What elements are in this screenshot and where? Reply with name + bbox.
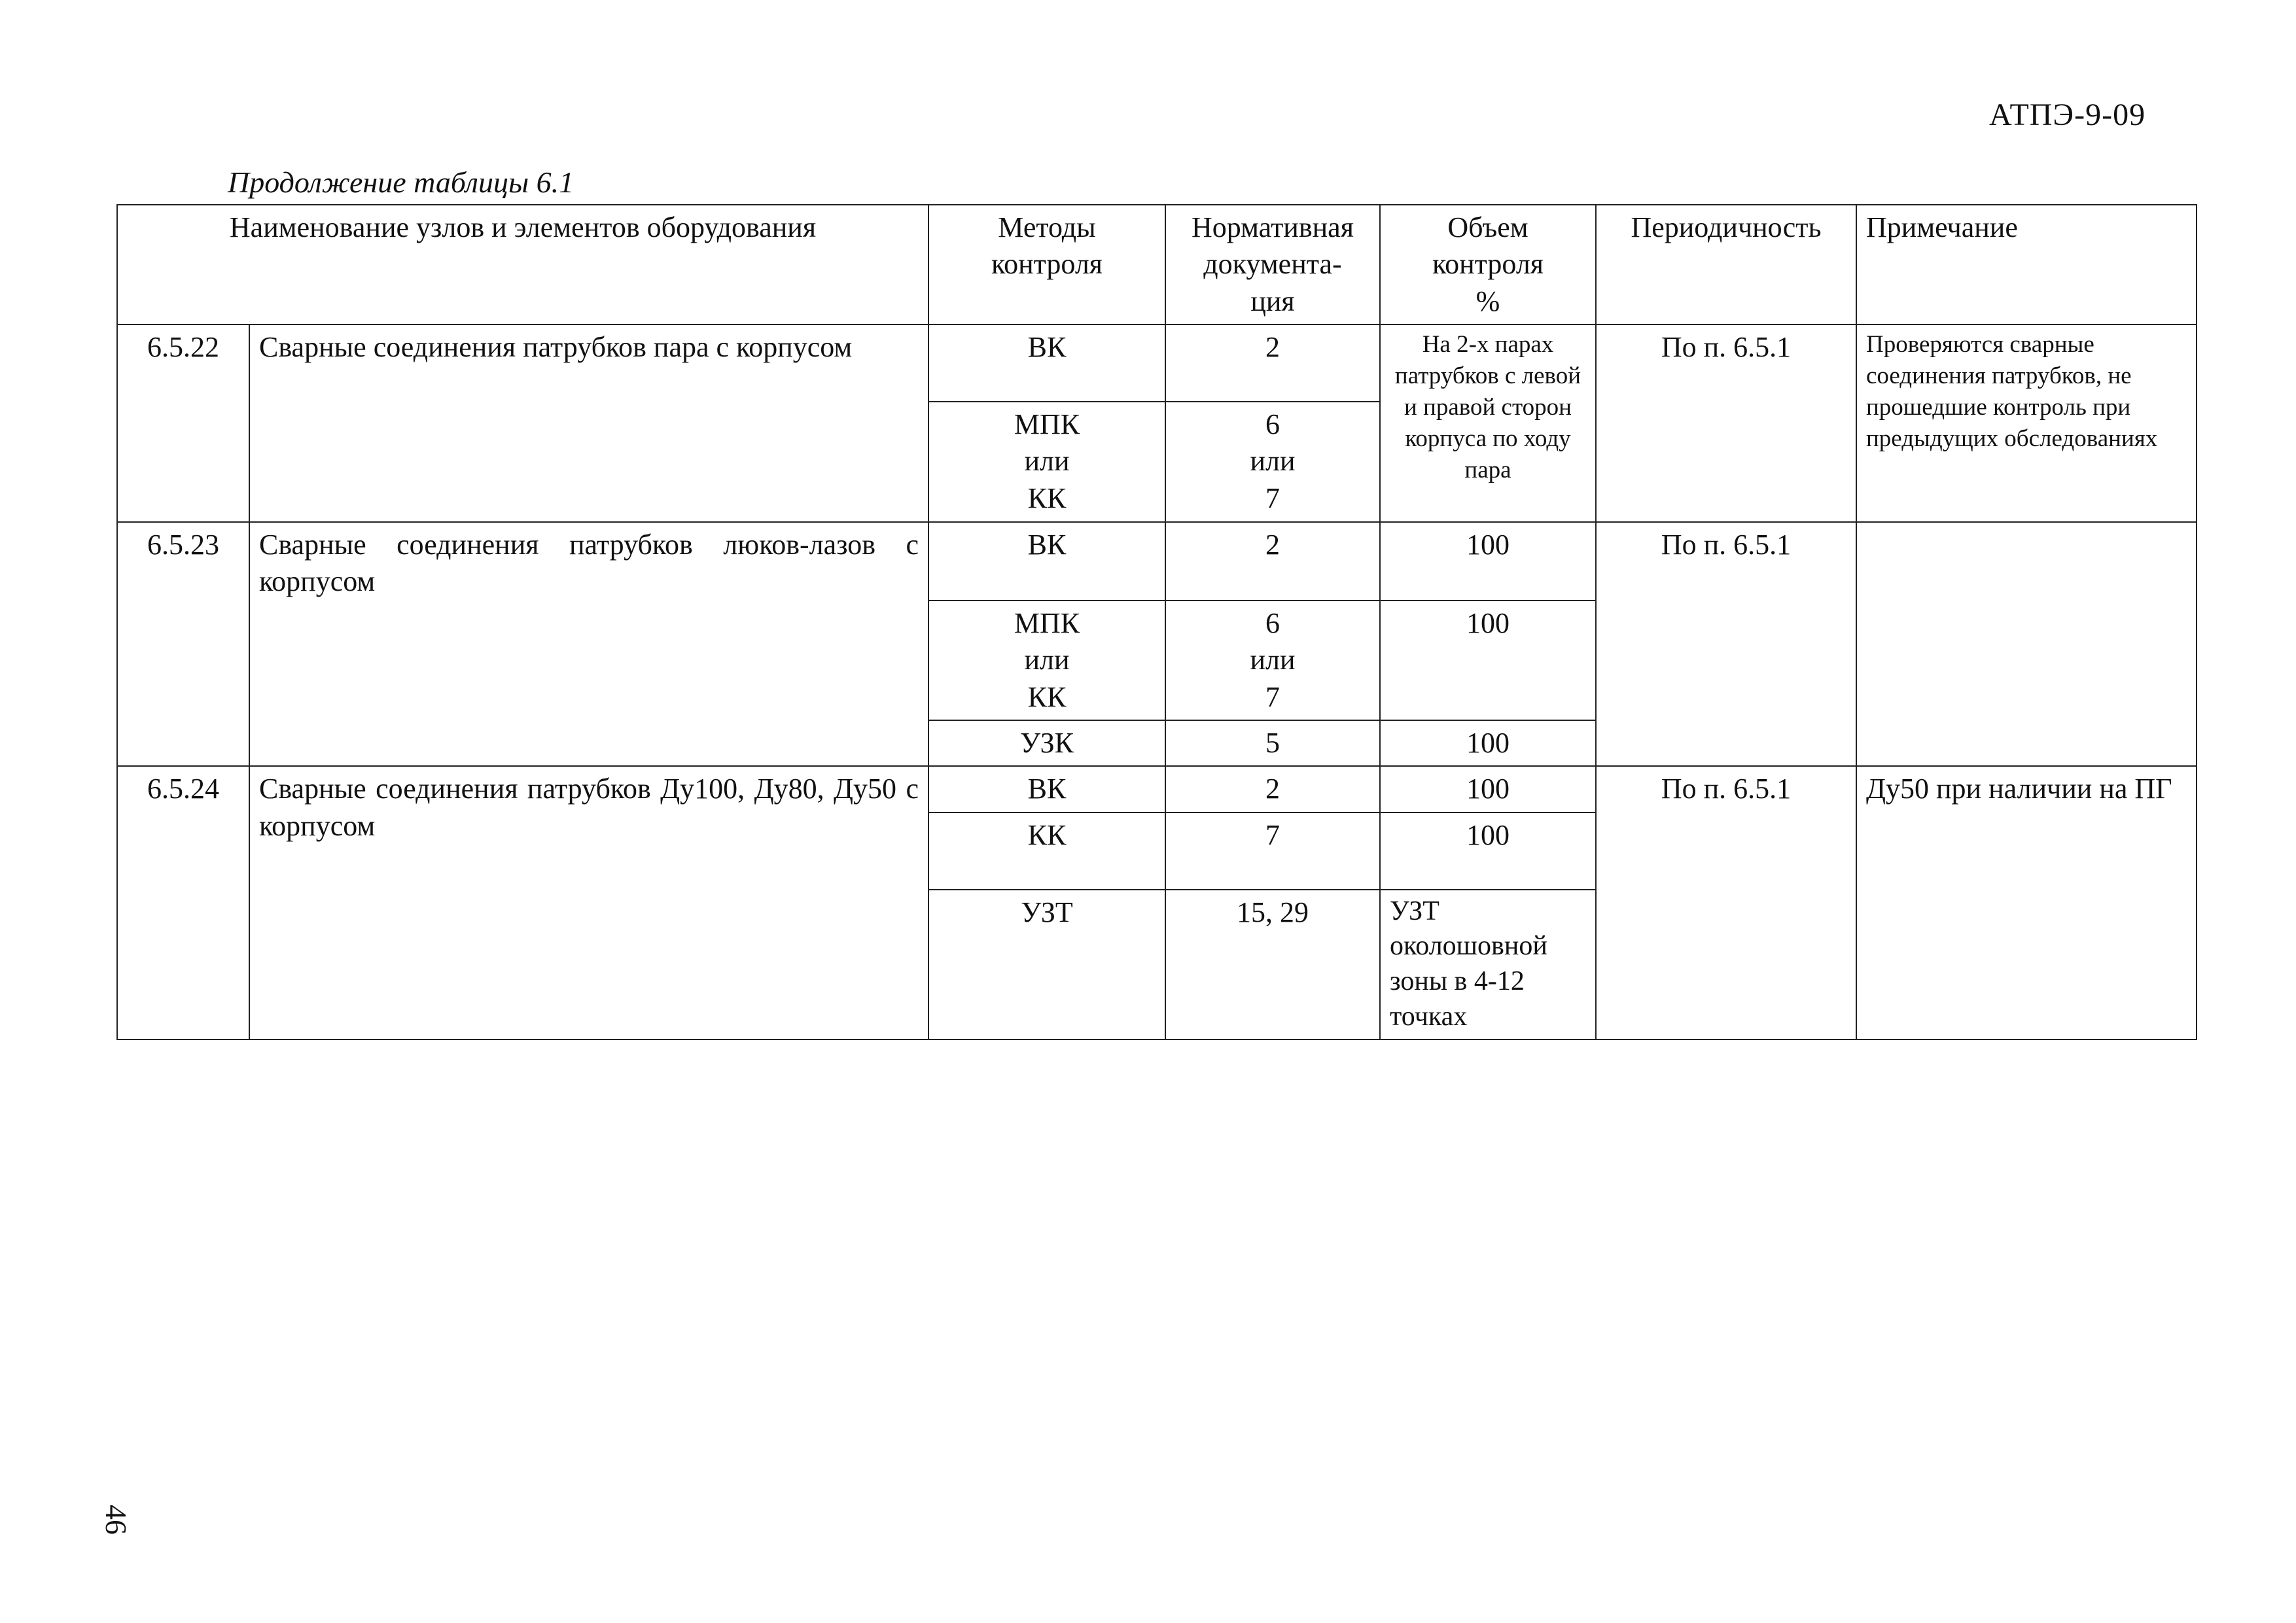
row-number: 6.5.24 bbox=[117, 766, 249, 1039]
method-cell: КК bbox=[928, 812, 1165, 890]
row-name: Сварные соединения патрубков люков-лазов с корпусом bbox=[249, 522, 928, 766]
periodicity-cell: По п. 6.5.1 bbox=[1596, 324, 1856, 522]
header-volume: Объем контроля % bbox=[1380, 205, 1596, 324]
table-row bbox=[117, 522, 2197, 601]
volume-cell: 100 bbox=[1380, 601, 1596, 720]
method-cell: МПК или КК bbox=[928, 402, 1165, 522]
normdoc-cell: 2 bbox=[1165, 522, 1380, 601]
header-periodicity: Периодичность bbox=[1596, 205, 1856, 324]
normdoc-cell: 6 или 7 bbox=[1165, 402, 1380, 522]
row-number: 6.5.23 bbox=[117, 522, 249, 766]
row-name: Сварные соединения патрубков Ду100, Ду80, Ду50 с корпусом bbox=[249, 766, 928, 1039]
method-cell: УЗТ bbox=[928, 890, 1165, 1039]
normdoc-cell: 5 bbox=[1165, 720, 1380, 766]
volume-cell: 100 bbox=[1380, 812, 1596, 890]
page-number: 46 bbox=[99, 1505, 133, 1535]
normdoc-cell: 6 или 7 bbox=[1165, 601, 1380, 720]
periodicity-cell: По п. 6.5.1 bbox=[1596, 522, 1856, 766]
table-row bbox=[117, 324, 2197, 402]
volume-cell: 100 bbox=[1380, 766, 1596, 812]
normdoc-cell: 2 bbox=[1165, 766, 1380, 812]
normdoc-cell: 7 bbox=[1165, 812, 1380, 890]
header-methods: Методы контроля bbox=[928, 205, 1165, 324]
method-cell: ВК bbox=[928, 324, 1165, 402]
document-code: АТПЭ-9-09 bbox=[1989, 97, 2146, 132]
header-normdoc: Нормативная документа- ция bbox=[1165, 205, 1380, 324]
table-row bbox=[117, 766, 2197, 812]
normdoc-cell: 2 bbox=[1165, 324, 1380, 402]
method-cell: МПК или КК bbox=[928, 601, 1165, 720]
inspection-table bbox=[116, 204, 2197, 1040]
method-cell: ВК bbox=[928, 522, 1165, 601]
volume-cell: 100 bbox=[1380, 522, 1596, 601]
method-cell: УЗК bbox=[928, 720, 1165, 766]
row-number: 6.5.22 bbox=[117, 324, 249, 522]
header-name: Наименование узлов и элементов оборудования bbox=[117, 205, 928, 324]
normdoc-cell: 15, 29 bbox=[1165, 890, 1380, 1039]
header-note: Примечание bbox=[1856, 205, 2197, 324]
periodicity-cell: По п. 6.5.1 bbox=[1596, 766, 1856, 1039]
note-cell: Проверяются сварные соединения патрубков, не прошедшие контроль при предыдущих обследованиях bbox=[1856, 324, 2197, 522]
volume-cell: 100 bbox=[1380, 720, 1596, 766]
method-cell: ВК bbox=[928, 766, 1165, 812]
table-continuation-caption: Продолжение таблицы 6.1 bbox=[228, 166, 574, 199]
note-cell bbox=[1856, 522, 2197, 766]
volume-cell: УЗТ околошовной зоны в 4-12 точках bbox=[1380, 890, 1596, 1039]
row-name: Сварные соединения патрубков пара с корпусом bbox=[249, 324, 928, 522]
table-header-row bbox=[117, 205, 2197, 324]
volume-cell: На 2-х парах патрубков с левой и правой сторон корпуса по ходу пара bbox=[1380, 324, 1596, 522]
note-cell: Ду50 при наличии на ПГ bbox=[1856, 766, 2197, 1039]
